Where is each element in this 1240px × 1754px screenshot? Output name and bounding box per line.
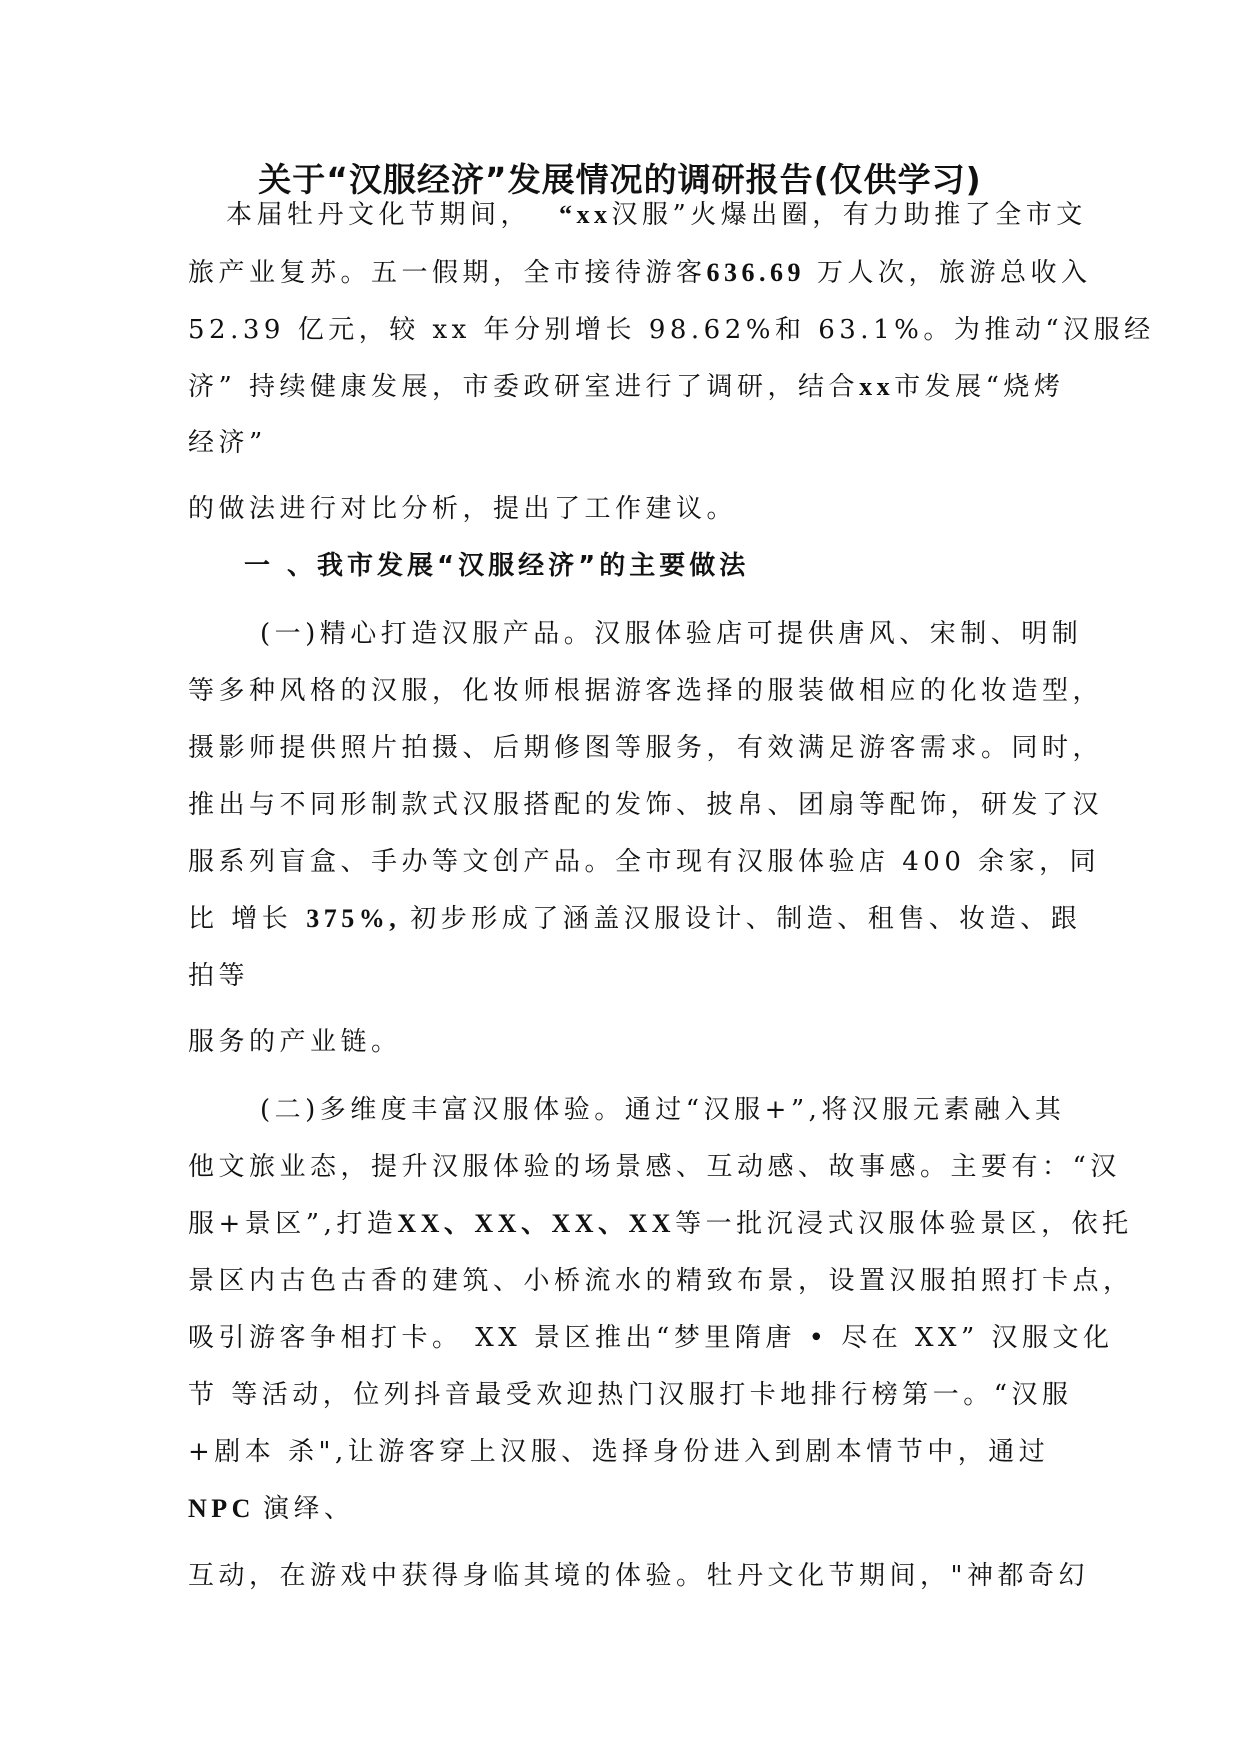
intro-text: 济” 持续健康发展，市委政研室进行了调研，结合 — [188, 372, 860, 402]
para1-line-2: 等多种风格的汉服，化妆师根据游客选择的服装做相应的化妆造型， — [188, 676, 1104, 706]
para2-bold-npc: NPC — [188, 1494, 255, 1523]
section-heading: 一 、我市发展“汉服经济”的主要做法 — [244, 551, 750, 581]
intro-line-2 — [188, 254, 1092, 292]
para2-line-1: (二)多维度丰富汉服体验。通过“汉服+”,将汉服元素融入其 — [260, 1095, 1066, 1125]
para1-line-5: 服系列盲盒、手办等文创产品。全市现有汉服体验店 400 余家，同 — [188, 847, 1101, 877]
intro-line-3: 52.39 亿元，较 xx 年分别增长 98.62%和 63.1%。为推动“汉服经 — [188, 315, 1155, 345]
para2-line-3 — [188, 1205, 1133, 1243]
para2-line-8 — [188, 1490, 354, 1528]
para1-text: 初步形成了涵盖汉服设计、制造、租售、妆造、跟 — [410, 904, 1082, 934]
para2-line-6: 节 等活动，位列抖音最受欢迎热门汉服打卡地排行榜第一。“汉服 — [188, 1380, 1073, 1410]
intro-text: 万人次，旅游总收入 — [817, 258, 1092, 288]
para2-line-9: 互动，在游戏中获得身临其境的体验。牡丹文化节期间，"神都奇幻 — [188, 1561, 1089, 1591]
para2-line-4: 景区内古色古香的建筑、小桥流水的精致布景，设置汉服拍照打卡点， — [188, 1266, 1134, 1296]
para2-text: 等一批沉浸式汉服体验景区，依托 — [675, 1209, 1133, 1239]
intro-bold-xx: xx — [859, 372, 895, 401]
para2-text: 服+景区”,打造 — [188, 1209, 398, 1239]
para2-line-5: 吸引游客争相打卡。 XX 景区推出“梦里隋唐 • 尽在 XX” 汉服文化 — [188, 1323, 1114, 1353]
intro-text: 本届牡丹文化节期间， — [226, 200, 532, 230]
para1-line-8: 服务的产业链。 — [188, 1027, 402, 1057]
para1-line-6 — [188, 900, 1081, 938]
para1-text: 比 增长 — [188, 904, 293, 934]
para1-line-7: 拍等 — [188, 961, 250, 991]
intro-line-5: 经济” — [188, 428, 267, 458]
intro-bold-xx: “xx — [559, 200, 612, 229]
para1-bold-percent: 375%, — [306, 904, 401, 933]
intro-text: 旅产业复苏。五一假期，全市接待游客 — [188, 258, 707, 288]
para1-line-1: (一)精心打造汉服产品。汉服体验店可提供唐风、宋制、明制 — [260, 619, 1083, 649]
intro-line-4 — [188, 368, 1064, 406]
para1-line-3: 摄影师提供照片拍摄、后期修图等服务，有效满足游客需求。同时， — [188, 733, 1104, 763]
intro-text: 市发展“烧烤 — [894, 372, 1065, 402]
para1-line-4: 推出与不同形制款式汉服搭配的发饰、披帛、团扇等配饰，研发了汉 — [188, 790, 1104, 820]
para2-bold-scenic: XX、XX、XX、XX — [397, 1209, 676, 1238]
intro-bold-number: 636.69 — [706, 258, 806, 287]
intro-text: 汉服”火爆出圈，有力助推了全市文 — [611, 200, 1087, 230]
para2-text: 演绎、 — [262, 1494, 355, 1524]
para2-line-2: 他文旅业态，提升汉服体验的场景感、互动感、故事感。主要有：“汉 — [188, 1152, 1121, 1182]
document-title: 关于“汉服经济”发展情况的调研报告(仅供学习) — [258, 160, 982, 199]
intro-line-1 — [226, 196, 1087, 234]
intro-line-6: 的做法进行对比分析，提出了工作建议。 — [188, 494, 738, 524]
para2-line-7: +剧本 杀",让游客穿上汉服、选择身份进入到剧本情节中，通过 — [188, 1437, 1050, 1467]
